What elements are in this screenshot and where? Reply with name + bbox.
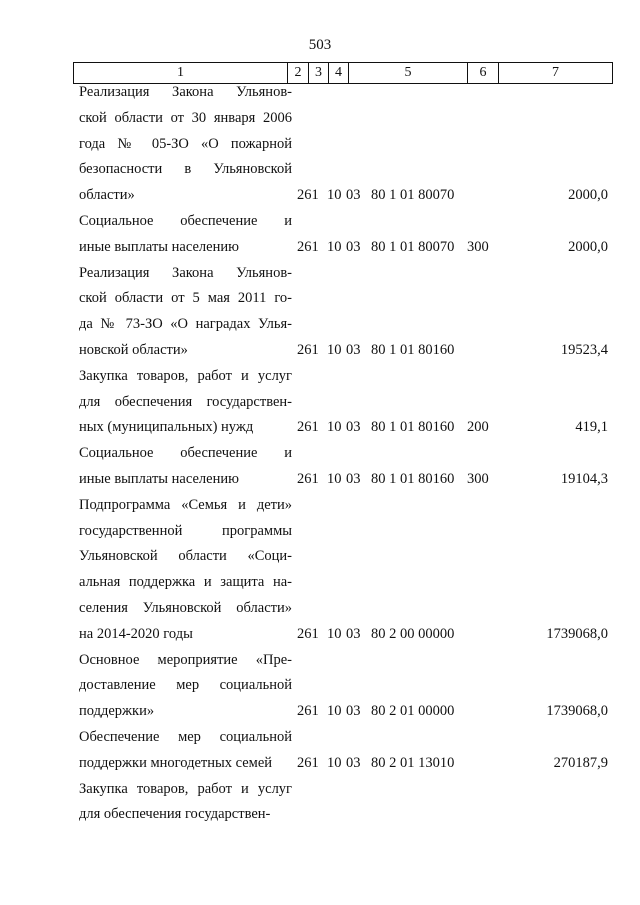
code-cell-5: 80 2 00 00000	[371, 625, 455, 642]
row-description-line: да № 73-ЗО «О наградах Улья-	[79, 316, 292, 333]
row-description-line: Реализация Закона Ульянов-	[79, 264, 292, 281]
code-cell-2: 261	[297, 703, 319, 720]
sum-cell-7: 1739068,0	[546, 703, 608, 720]
code-cell-4: 03	[346, 419, 361, 436]
code-cell-2: 261	[297, 625, 319, 642]
column-header-1: 1	[74, 63, 288, 84]
row-description-line: на 2014-2020 годы	[79, 625, 193, 642]
column-header-3: 3	[309, 63, 329, 84]
row-description-line: поддержки»	[79, 703, 155, 720]
code-cell-4: 03	[346, 238, 361, 255]
sum-cell-7: 419,1	[575, 419, 608, 436]
row-description-line: Ульяновской области «Соци-	[79, 548, 292, 565]
column-header-7: 7	[499, 63, 613, 84]
row-description-line: ской области от 5 мая 2011 го-	[79, 290, 292, 307]
column-header-2: 2	[288, 63, 309, 84]
code-cell-2: 261	[297, 754, 319, 771]
code-cell-4: 03	[346, 703, 361, 720]
code-cell-6: 200	[467, 419, 489, 436]
code-cell-5: 80 2 01 13010	[371, 754, 455, 771]
row-description-line: для обеспечения государствен-	[79, 393, 292, 410]
code-cell-3: 10	[327, 238, 342, 255]
sum-cell-7: 19104,3	[560, 471, 608, 487]
row-description-line: государственной программы	[79, 522, 292, 539]
code-cell-6: 300	[467, 471, 489, 487]
code-cell-3: 10	[327, 703, 342, 720]
code-cell-4: 03	[346, 625, 361, 642]
code-cell-5: 80 1 01 80070	[371, 187, 455, 204]
code-cell-3: 10	[327, 187, 342, 204]
sum-cell-7: 1739068,0	[546, 625, 608, 642]
column-header-4: 4	[329, 63, 349, 84]
code-cell-3: 10	[327, 754, 342, 771]
code-cell-3: 10	[327, 471, 342, 487]
row-description-line: года № 05-ЗО «О пожарной	[79, 135, 292, 152]
row-description-line: для обеспечения государствен-	[79, 806, 271, 823]
code-cell-5: 80 2 01 00000	[371, 703, 455, 720]
code-cell-3: 10	[327, 419, 342, 436]
code-cell-6: 300	[467, 238, 489, 255]
code-cell-2: 261	[297, 187, 319, 204]
row-description-line: Социальное обеспечение и	[79, 213, 292, 229]
code-cell-2: 261	[297, 342, 319, 358]
sum-cell-7: 2000,0	[568, 238, 608, 255]
row-description-line: области»	[79, 187, 135, 204]
code-cell-3: 10	[327, 625, 342, 642]
column-header-5: 5	[349, 63, 468, 84]
row-description-line: поддержки многодетных семей	[79, 754, 273, 771]
row-description-line: Обеспечение мер социальной	[79, 729, 292, 745]
row-description-line: Основное мероприятие «Пре-	[79, 651, 292, 668]
code-cell-2: 261	[297, 419, 319, 436]
sum-cell-7: 270187,9	[553, 754, 608, 771]
sum-cell-7: 19523,4	[560, 342, 608, 358]
code-cell-2: 261	[297, 238, 319, 255]
row-description-line: безопасности в Ульяновской	[79, 161, 292, 178]
row-description-line: Подпрограмма «Семья и дети»	[79, 496, 292, 513]
row-description-line: иные выплаты населению	[79, 471, 239, 487]
row-description-line: ской области от 30 января 2006	[79, 109, 292, 126]
code-cell-5: 80 1 01 80160	[371, 419, 455, 436]
row-description-line: новской области»	[79, 342, 188, 358]
row-description-line: альная поддержка и защита на-	[79, 574, 292, 591]
code-cell-3: 10	[327, 342, 342, 358]
row-description-line: ных (муниципальных) нужд	[79, 419, 254, 436]
code-cell-4: 03	[346, 342, 361, 358]
code-cell-5: 80 1 01 80160	[371, 471, 455, 487]
code-cell-5: 80 1 01 80070	[371, 238, 455, 255]
row-description-line: иные выплаты населению	[79, 238, 239, 255]
code-cell-2: 261	[297, 471, 319, 487]
sum-cell-7: 2000,0	[568, 187, 608, 204]
page-number: 503	[308, 37, 332, 53]
row-description-line: Реализация Закона Ульянов-	[79, 84, 292, 100]
code-cell-4: 03	[346, 471, 361, 487]
code-cell-4: 03	[346, 187, 361, 204]
row-description-line: Закупка товаров, работ и услуг	[79, 367, 292, 384]
code-cell-5: 80 1 01 80160	[371, 342, 455, 358]
code-cell-4: 03	[346, 754, 361, 771]
row-description-line: Социальное обеспечение и	[79, 445, 292, 462]
row-description-line: доставление мер социальной	[79, 677, 292, 694]
row-description-line: Закупка товаров, работ и услуг	[79, 780, 292, 797]
column-header-6: 6	[468, 63, 499, 84]
row-description-line: селения Ульяновской области»	[79, 600, 292, 616]
